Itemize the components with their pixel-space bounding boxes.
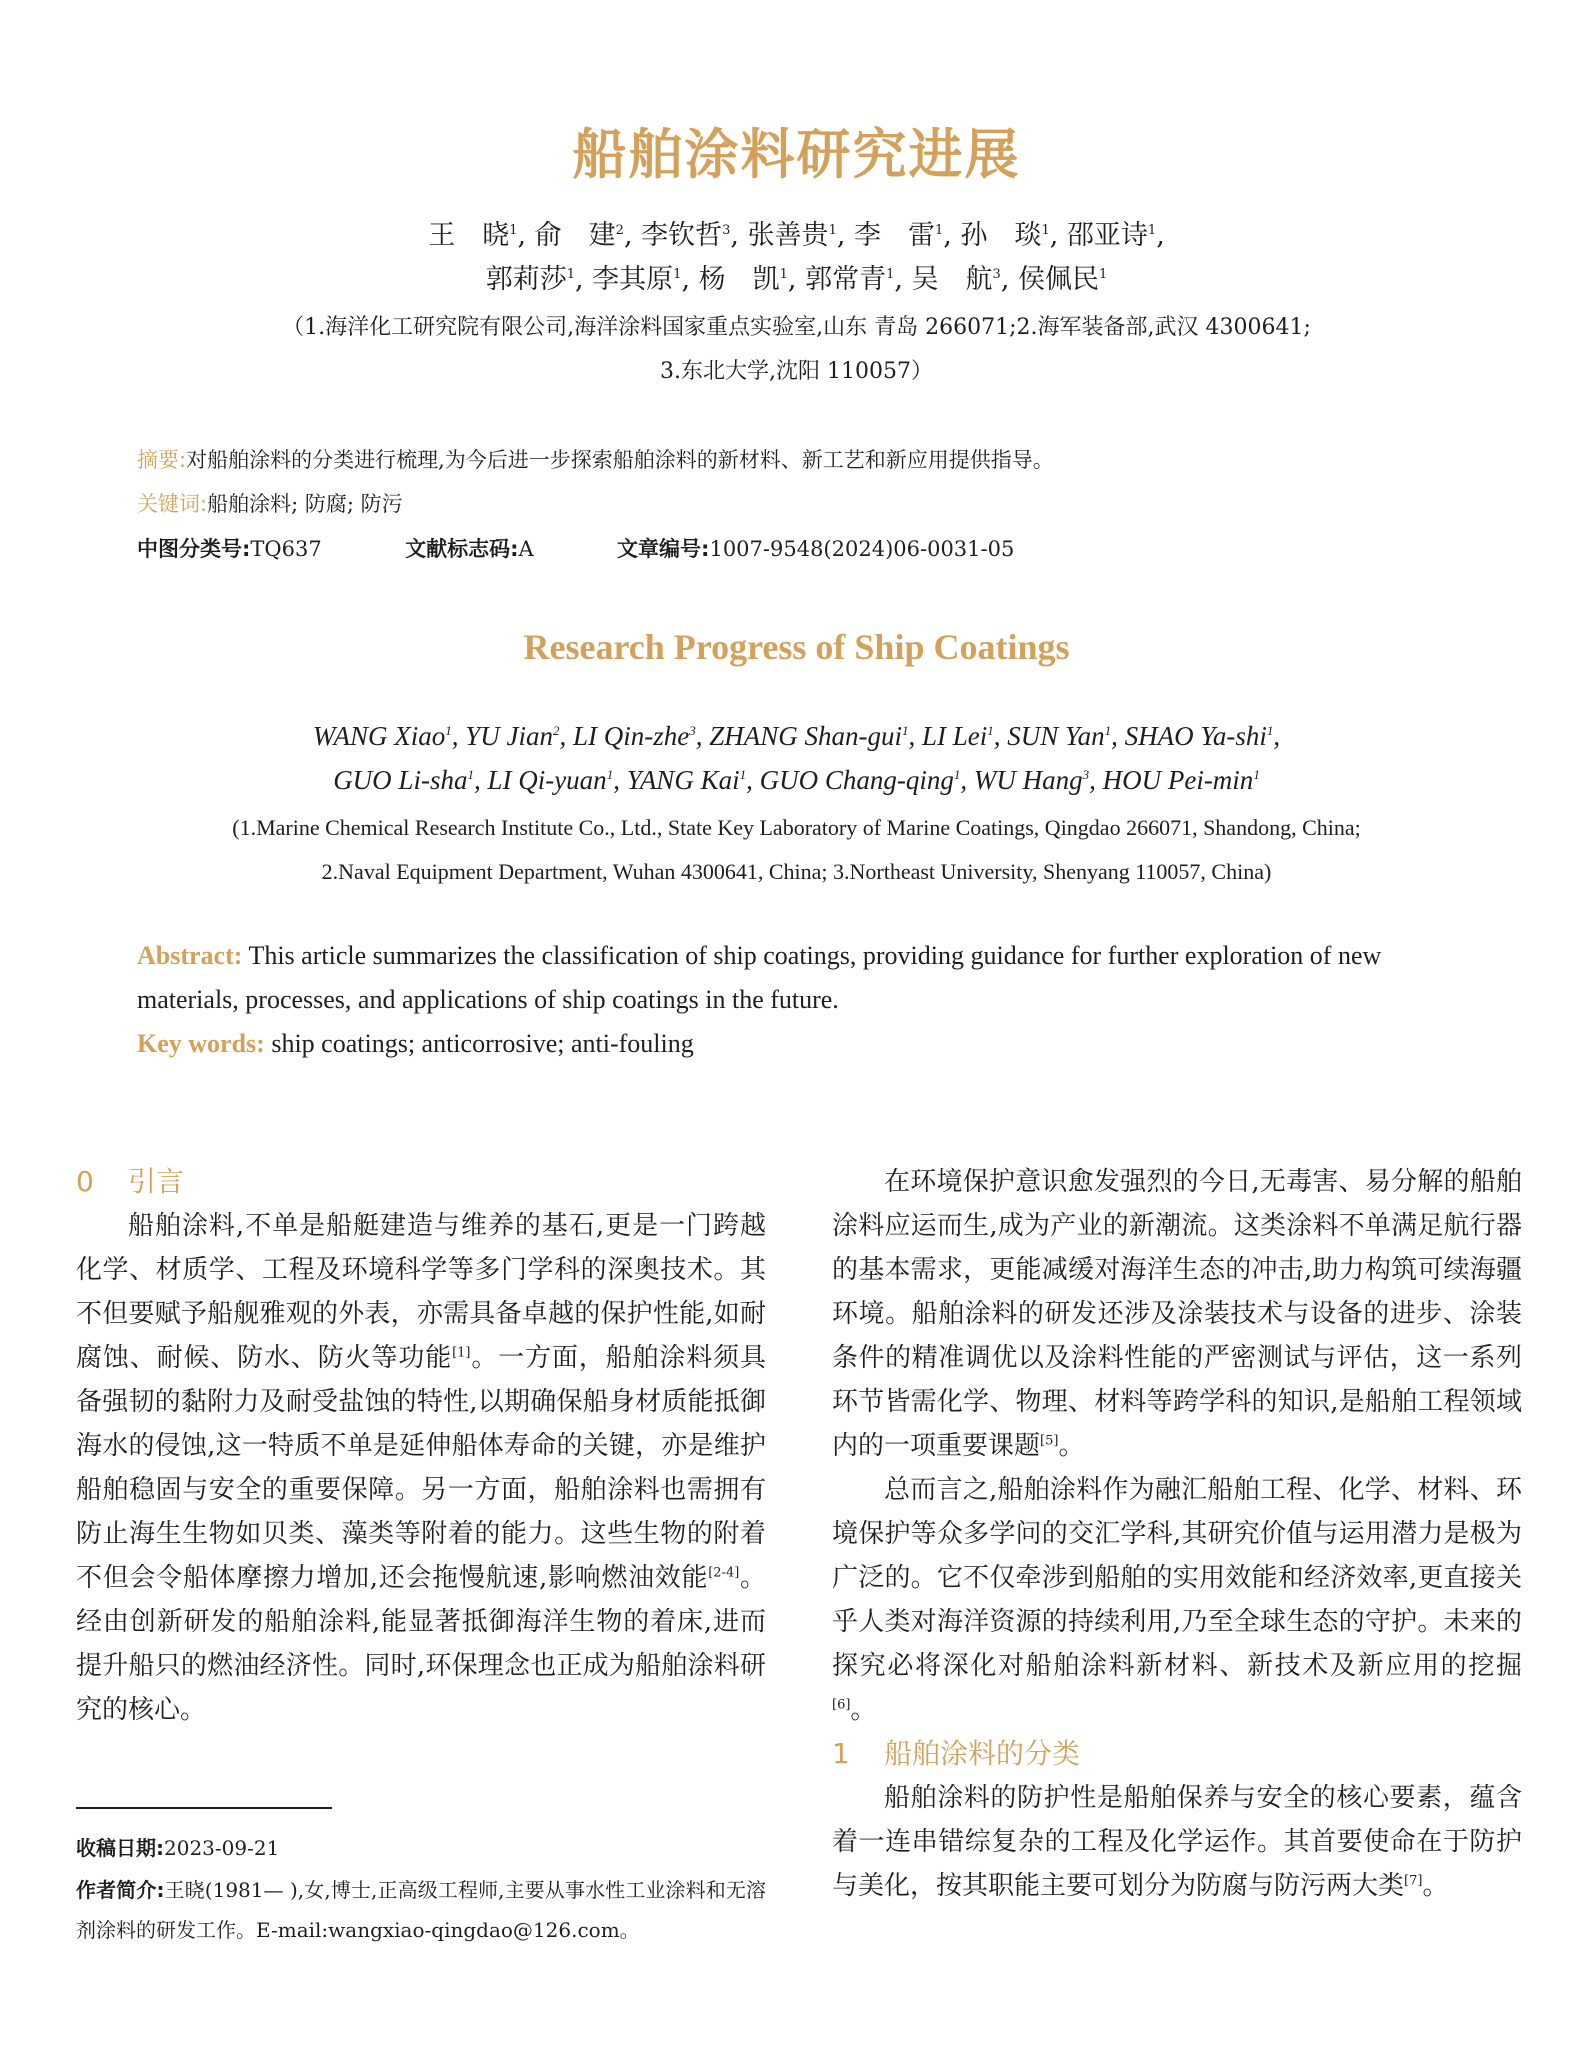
author-affiliation-index: 1 xyxy=(509,223,518,238)
author-affiliation-index: 1 xyxy=(1147,223,1157,238)
author-separator: , xyxy=(1049,220,1067,251)
author-separator: , xyxy=(623,220,642,251)
author-affiliation-index: 3 xyxy=(992,267,1001,282)
author-name: 李钦哲 xyxy=(641,220,723,251)
author-separator: , xyxy=(559,721,573,751)
abstract-cn-text: 对船舶涂料的分类进行梳理,为今后进一步探索船舶涂料的新材料、新工艺和新应用提供指导。 xyxy=(186,448,1054,472)
author-affiliation-index: 1 xyxy=(779,267,788,282)
right-column xyxy=(832,1160,1522,1908)
affiliation-cn-line2: 3.东北大学,沈阳 110057） xyxy=(660,359,933,384)
citation-7: [7] xyxy=(1404,1873,1423,1889)
author-affiliation-index: 1 xyxy=(467,767,474,782)
author-affiliation-index: 3 xyxy=(1082,767,1090,782)
author-separator: , xyxy=(836,220,855,251)
authors-cn-line1 xyxy=(0,214,1593,258)
footnote-rule xyxy=(76,1807,332,1809)
keywords-en xyxy=(137,1022,1467,1066)
author-affiliation-index: 1 xyxy=(886,267,895,282)
keywords-en-label: Key words: xyxy=(137,1029,265,1058)
clc-label: 中图分类号: xyxy=(137,537,251,561)
author-name: 郭常青 xyxy=(805,264,887,295)
author-affiliation-index: 3 xyxy=(722,223,731,238)
author-separator: , xyxy=(908,721,923,751)
intro-paragraph xyxy=(76,1204,766,1732)
author-name: GUO Chang-qing xyxy=(759,765,954,795)
right-paragraph-2 xyxy=(832,1468,1522,1732)
author-separator: , xyxy=(894,264,912,295)
author-name: 杨 凯 xyxy=(698,264,780,295)
received-label: 收稿日期: xyxy=(76,1836,164,1860)
author-separator: , xyxy=(746,765,760,795)
author-name: WU Hang xyxy=(973,765,1083,795)
abstract-cn-label: 摘要: xyxy=(137,448,187,472)
right-paragraph-1 xyxy=(832,1160,1522,1468)
author-affiliation-index: 1 xyxy=(1253,767,1260,782)
left-column xyxy=(76,1160,766,1732)
right-text-1: 在环境保护意识愈发强烈的今日,无毒害、易分解的船舶涂料应运而生,成为产业的新潮流。这类涂料不单满足航行器的基本需求，更能减缓对海洋生态的冲击,助力构筑可续海疆环境。船舶涂料的研发还涉及涂装技术与设备的进步、涂装条件的精准调优以及涂料性能的严密测试与评估，这一系列环节皆需化学、物理、材料等跨学科的知识,是船舶工程领域内的一项重要课题 xyxy=(832,1167,1522,1461)
author-name: GUO Li-sha xyxy=(333,765,468,795)
right-paragraph-3 xyxy=(832,1776,1522,1908)
article-number-label: 文章编号: xyxy=(617,537,710,561)
right-text-1-end: 。 xyxy=(1058,1431,1085,1461)
author-name: 孙 琰 xyxy=(960,220,1042,251)
author-separator: , xyxy=(517,220,535,251)
author-bio-label: 作者简介: xyxy=(76,1878,165,1902)
abstract-en xyxy=(137,934,1467,1022)
author-separator: , xyxy=(943,220,961,251)
right-text-3: 船舶涂料的防护性是船舶保养与安全的核心要素，蕴含着一连串错综复杂的工程及化学运作。其首要使命在于防护与美化，按其职能主要可划分为防腐与防污两大类 xyxy=(832,1783,1522,1901)
affiliation-en-line2: 2.Naval Equipment Department, Wuhan 4300641, China; 3.Northeast University, Shenyang 110057, China) xyxy=(321,859,1272,884)
abstract-en-text: This article summarizes the classification of ship coatings, providing guidance for further exploration of new materials, processes, and applications of ship coatings in the future. xyxy=(137,941,1382,1014)
keywords-cn xyxy=(137,489,1467,519)
author-name: SHAO Ya-shi xyxy=(1124,721,1267,751)
author-separator: , xyxy=(451,721,466,751)
keywords-cn-text: 船舶涂料; 防腐; 防污 xyxy=(207,492,403,516)
author-affiliation-index: 1 xyxy=(902,723,909,738)
author-separator: , xyxy=(1273,721,1281,751)
section-0-title: 引言 xyxy=(128,1165,185,1198)
author-name: 李其原 xyxy=(592,264,674,295)
author-name: 李 雷 xyxy=(854,220,936,251)
section-0-heading xyxy=(76,1160,766,1204)
author-name: 郭莉莎 xyxy=(485,264,567,295)
author-bio-text: 王晓(1981— ),女,博士,正高级工程师,主要从事水性工业涂料和无溶剂涂料的研发工作。E-mail:wangxiao-qingdao@126.com。 xyxy=(76,1878,766,1942)
citation-6: [6] xyxy=(832,1697,851,1713)
intro-text-2: 。一方面，船舶涂料须具备强韧的黏附力及耐受盐蚀的特性,以期确保船身材质能抵御海水的侵蚀,这一特质不单是延伸船体寿命的关键，亦是维护船舶稳固与安全的重要保障。另一方面，船舶涂料也需拥有防止海生生物如贝类、藻类等附着的能力。这些生物的附着不但会令船体摩擦力增加,还会拖慢航速,影响燃油效能 xyxy=(76,1343,766,1593)
right-text-2-end: 。 xyxy=(850,1695,877,1725)
clc-value: TQ637 xyxy=(250,537,322,561)
citation-5: [5] xyxy=(1040,1433,1059,1449)
author-affiliation-index: 1 xyxy=(739,767,747,782)
article-number-value: 1007-9548(2024)06-0031-05 xyxy=(709,537,1015,561)
author-separator: , xyxy=(695,721,710,751)
section-1-heading xyxy=(832,1732,1522,1776)
authors-cn-line2 xyxy=(0,258,1593,302)
author-separator: , xyxy=(730,220,748,251)
author-separator: , xyxy=(575,264,593,295)
author-name: 张善贵 xyxy=(747,220,829,251)
right-text-3-end: 。 xyxy=(1422,1871,1449,1901)
author-separator: , xyxy=(681,264,699,295)
citation-2-4: [2-4] xyxy=(708,1565,740,1581)
keywords-en-text: ship coatings; anticorrosive; anti-fouling xyxy=(271,1029,694,1058)
author-name: 侯佩民 xyxy=(1017,264,1099,295)
author-name: HOU Pei-min xyxy=(1102,765,1254,795)
author-affiliation-index: 1 xyxy=(953,767,961,782)
author-affiliation-index: 1 xyxy=(606,767,614,782)
author-name: 王 晓 xyxy=(428,220,510,251)
author-affiliation-index: 1 xyxy=(1266,723,1274,738)
classification-row xyxy=(137,534,1467,564)
author-name: SUN Yan xyxy=(1007,721,1105,751)
author-name: 俞 建 xyxy=(534,220,616,251)
abstract-cn xyxy=(137,445,1467,475)
author-affiliation-index: 1 xyxy=(1098,267,1108,282)
authors-en-line2 xyxy=(0,758,1593,802)
author-separator: , xyxy=(1089,765,1103,795)
author-separator: , xyxy=(613,765,627,795)
citation-1: [1] xyxy=(452,1345,471,1361)
author-name: LI Qi-yuan xyxy=(487,765,607,795)
author-bio xyxy=(76,1870,766,1950)
author-name: 吴 航 xyxy=(911,264,993,295)
author-affiliation-index: 1 xyxy=(1104,723,1112,738)
author-affiliation-index: 3 xyxy=(689,723,696,738)
section-0-number: 0 xyxy=(76,1165,94,1198)
author-separator: , xyxy=(1000,264,1018,295)
author-affiliation-index: 1 xyxy=(1041,223,1050,238)
author-name: 邵亚诗 xyxy=(1066,220,1148,251)
title-en: Research Progress of Ship Coatings xyxy=(523,627,1070,667)
author-affiliation-index: 2 xyxy=(553,723,560,738)
abstract-en-label: Abstract: xyxy=(137,941,243,970)
author-name: YANG Kai xyxy=(626,765,740,795)
keywords-cn-label: 关键词: xyxy=(137,492,208,516)
author-name: WANG Xiao xyxy=(312,721,446,751)
affiliation-en-line1: (1.Marine Chemical Research Institute Co., Ltd., State Key Laboratory of Marine Coatings, Qingdao 266071, Shandong, China; xyxy=(232,815,1361,840)
received-date xyxy=(76,1828,766,1868)
author-name: LI Lei xyxy=(922,721,988,751)
author-affiliation-index: 1 xyxy=(445,723,452,738)
section-1-title: 船舶涂料的分类 xyxy=(884,1737,1081,1770)
author-name: LI Qin-zhe xyxy=(573,721,690,751)
author-affiliation-index: 1 xyxy=(673,267,682,282)
author-separator: , xyxy=(473,765,488,795)
author-separator: , xyxy=(993,721,1008,751)
author-separator: , xyxy=(1156,220,1165,251)
affiliation-cn-line1: （1.海洋化工研究院有限公司,海洋涂料国家重点实验室,山东 青岛 266071;2.海军装备部,武汉 4300641; xyxy=(282,315,1311,340)
author-separator: , xyxy=(960,765,974,795)
doc-code-value: A xyxy=(518,537,534,561)
title-cn: 船舶涂料研究进展 xyxy=(572,123,1021,186)
author-separator: , xyxy=(1111,721,1125,751)
author-affiliation-index: 1 xyxy=(935,223,944,238)
author-separator: , xyxy=(787,264,806,295)
doc-code-label: 文献标志码: xyxy=(405,537,519,561)
author-name: YU Jian xyxy=(465,721,553,751)
author-affiliation-index: 1 xyxy=(828,223,837,238)
section-1-number: 1 xyxy=(832,1737,850,1770)
received-value: 2023-09-21 xyxy=(164,1836,280,1860)
author-affiliation-index: 1 xyxy=(566,267,575,282)
author-affiliation-index: 2 xyxy=(615,223,624,238)
authors-en-line1 xyxy=(0,714,1593,758)
author-affiliation-index: 1 xyxy=(987,723,994,738)
right-text-2: 总而言之,船舶涂料作为融汇船舶工程、化学、材料、环境保护等众多学问的交汇学科,其研究价值与运用潜力是极为广泛的。它不仅牵涉到船舶的实用效能和经济效率,更直接关乎人类对海洋资源的持续利用,乃至全球生态的守护。未来的探究必将深化对船舶涂料新材料、新技术及新应用的挖掘 xyxy=(832,1475,1522,1681)
intro-text-3: 。经由创新研发的船舶涂料,能显著抵御海洋生物的着床,进而提升船只的燃油经济性。同时,环保理念也正成为船舶涂料研究的核心。 xyxy=(76,1563,766,1725)
intro-text-1: 船舶涂料,不单是船艇建造与维养的基石,更是一门跨越化学、材质学、工程及环境科学等多门学科的深奥技术。其不但要赋予船舰雅观的外表，亦需具备卓越的保护性能,如耐腐蚀、耐候、防水、防火等功能 xyxy=(76,1211,766,1373)
author-name: ZHANG Shan-gui xyxy=(709,721,903,751)
